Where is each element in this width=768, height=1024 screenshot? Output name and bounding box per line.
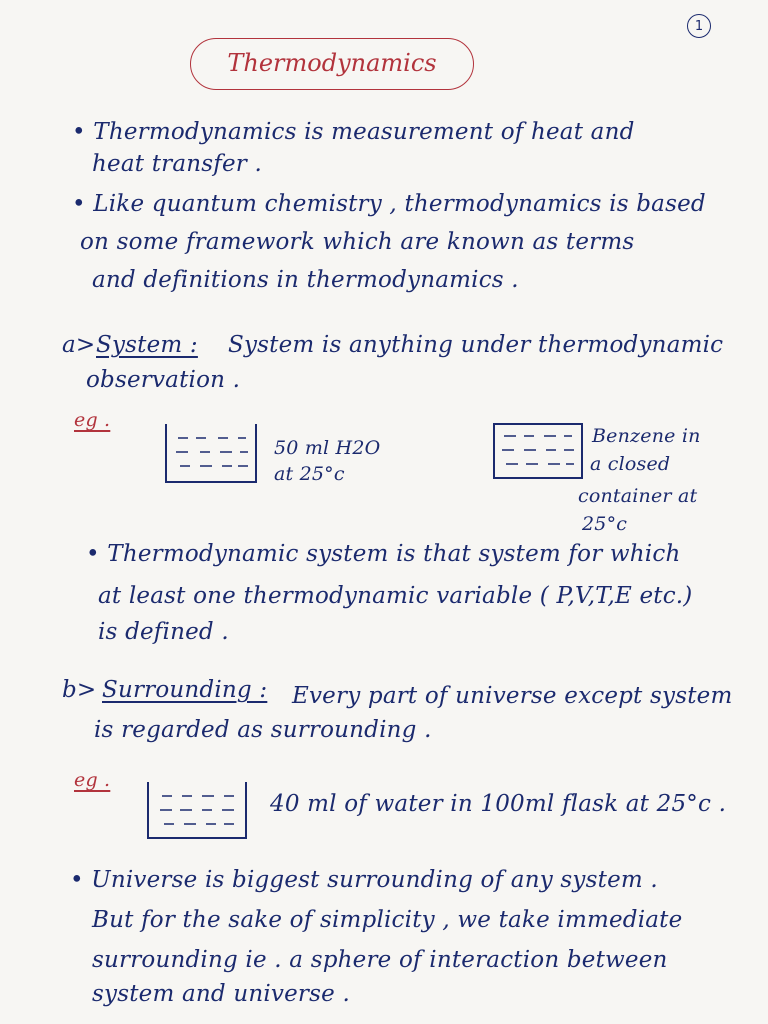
surrounding-note-line-4: system and universe . <box>92 981 350 1007</box>
system-note-line-2: at least one thermodynamic variable ( P,V,T,E etc.) <box>98 583 693 609</box>
surrounding-example-line: 40 ml of water in 100ml flask at 25°c . <box>270 791 727 817</box>
surrounding-heading: Surrounding : <box>102 677 268 703</box>
surrounding-note-line-2: But for the sake of simplicity , we take immediate <box>92 907 683 933</box>
intro-bullet-1-line-1: • Thermodynamics is measurement of heat and <box>72 119 635 145</box>
example-1-line-2: at 25°c <box>274 463 345 485</box>
intro-bullet-1-line-2: heat transfer . <box>92 151 262 177</box>
example-2-line-3: container at <box>578 485 698 507</box>
page-title: Thermodynamics <box>227 49 437 77</box>
example-2-line-2: a closed <box>590 453 671 475</box>
example-2-line-1: Benzene in <box>592 425 701 447</box>
surrounding-definition-line-1: Every part of universe except system <box>292 683 733 709</box>
intro-bullet-2-line-1: • Like quantum chemistry , thermodynamics is based <box>72 191 706 217</box>
intro-bullet-2-line-2: on some framework which are known as terms <box>80 229 635 255</box>
system-note-line-1: • Thermodynamic system is that system for which <box>86 541 681 567</box>
title-box <box>190 38 474 90</box>
system-marker: a> <box>62 332 96 358</box>
system-note-line-3: is defined . <box>98 619 229 645</box>
system-definition-line-2: observation . <box>86 367 241 393</box>
surrounding-note-line-3: surrounding ie . a sphere of interaction between <box>92 947 668 973</box>
system-eg-label: eg . <box>74 409 111 431</box>
surrounding-marker: b> <box>62 677 97 703</box>
page-number: 1 <box>687 14 711 38</box>
surrounding-eg-label: eg . <box>74 769 111 791</box>
beaker-icon <box>160 420 264 488</box>
system-heading: System : <box>96 332 198 358</box>
surrounding-note-line-1: • Universe is biggest surrounding of any system . <box>70 867 658 893</box>
system-definition-line-1: System is anything under thermodynamic <box>228 332 724 358</box>
closed-container-icon <box>490 420 586 482</box>
example-1-line-1: 50 ml H2O <box>274 437 381 459</box>
flask-icon <box>142 778 252 842</box>
intro-bullet-2-line-3: and definitions in thermodynamics . <box>92 267 519 293</box>
example-2-line-4: 25°c <box>582 513 628 535</box>
surrounding-definition-line-2: is regarded as surrounding . <box>94 717 432 743</box>
